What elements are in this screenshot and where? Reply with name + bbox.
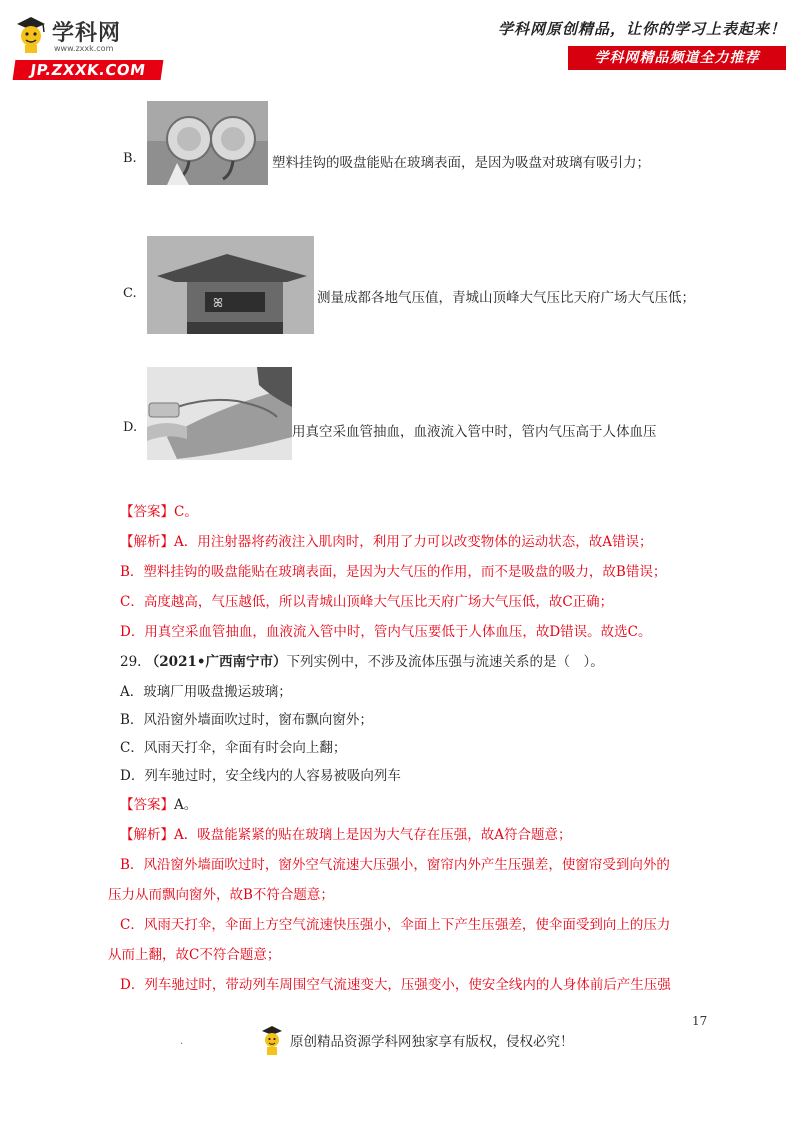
analysis-28-line-1 — [120, 530, 653, 550]
copyright-notice: 原创精品资源学科网独家享有版权，侵权必究！ — [290, 1034, 574, 1050]
logo-domain: www.zxxk.com — [54, 44, 114, 53]
analysis-29-line-2: B．风沿窗外墙面吹过时，窗外空气流速大压强小，窗帘内外产生压强差，使窗帘受到向外的 — [120, 857, 670, 873]
logo-text: 学科网 — [52, 21, 122, 46]
question-29-stem — [120, 650, 604, 670]
analysis-28-line-2: B．塑料挂钩的吸盘能贴在玻璃表面，是因为大气压的作用，而不是吸盘的吸力，故B错误； — [120, 564, 667, 580]
option-d-text: 用真空采血管抽血，血液流入管中时，管内气压高于人体血压 — [292, 424, 657, 440]
answer-29 — [120, 793, 197, 813]
analysis-28-line-4: D．用真空采血管抽血，血液流入管中时，管内气压要低于人体血压，故D错误。故选C。 — [120, 624, 652, 640]
mountain-pavilion-photo — [147, 236, 314, 334]
svg-text:ꕤ: ꕤ — [213, 296, 223, 310]
question-number: 29. — [120, 654, 142, 670]
option-d-letter: D. — [123, 420, 138, 435]
analysis-29-line-5: 从而上翻，故C不符合题意； — [108, 947, 281, 963]
choice-a: A．玻璃厂用吸盘搬运玻璃； — [120, 684, 292, 700]
analysis-29-line-1 — [120, 823, 572, 843]
mascot-icon — [260, 1024, 284, 1056]
site-logo[interactable] — [14, 12, 164, 79]
choice-c: C．风雨天打伞，伞面有时会向上翻； — [120, 740, 347, 756]
answer-28 — [120, 500, 198, 520]
analysis-28-line-3: C．高度越高，气压越低，所以青城山顶峰大气压比天府广场大气压低，故C正确； — [120, 594, 614, 610]
page-number: 17 — [692, 1014, 708, 1028]
analysis-29-line-6: D．列车驰过时，带动列车周围空气流速变大，压强变小，使安全线内的人身体前后产生压强 — [120, 977, 671, 993]
answer-value: C。 — [174, 504, 198, 520]
option-b-text: 塑料挂钩的吸盘能贴在玻璃表面，是因为吸盘对玻璃有吸引力； — [272, 155, 650, 171]
answer-label: 【答案】 — [120, 504, 174, 520]
option-c-text: 测量成都各地气压值，青城山顶峰大气压比天府广场大气压低； — [317, 290, 695, 306]
question-stem: 下列实例中，不涉及流体压强与流速关系的是（ ）。 — [286, 654, 604, 670]
choice-b: B．风沿窗外墙面吹过时，窗布飘向窗外； — [120, 712, 373, 728]
header-slogan: 学科网原创精品，让你的学习上表起来！ — [497, 20, 786, 38]
analysis-29-line-3: 压力从而飘向窗外，故B不符合题意； — [108, 887, 334, 903]
channel-banner[interactable]: 学科网精品频道全力推荐 — [568, 46, 786, 70]
question-source: （2021•广西南宁市） — [145, 654, 287, 670]
answer-value: A。 — [174, 797, 198, 813]
blood-draw-photo — [147, 367, 292, 460]
option-b-letter: B. — [123, 151, 137, 166]
analysis-text: A．用注射器将药液注入肌肉时，利用了力可以改变物体的运动状态，故A错误； — [174, 534, 653, 550]
analysis-label: 【解析】 — [120, 827, 174, 843]
choice-d: D．列车驰过时，安全线内的人容易被吸向列车 — [120, 768, 401, 784]
analysis-text: A．吸盘能紧紧的贴在玻璃上是因为大气存在压强，故A符合题意； — [174, 827, 572, 843]
footer-dot: . — [180, 1036, 184, 1047]
analysis-29-line-4: C．风雨天打伞，伞面上方空气流速快压强小，伞面上下产生压强差，使伞面受到向上的压力 — [120, 917, 671, 933]
answer-label: 【答案】 — [120, 797, 174, 813]
footer — [260, 1020, 574, 1060]
option-c-letter: C. — [123, 286, 137, 301]
suction-cup-hooks-photo — [147, 101, 268, 185]
mascot-icon — [14, 14, 48, 54]
analysis-label: 【解析】 — [120, 534, 174, 550]
logo-url-banner[interactable]: JP.ZXXK.COM — [13, 60, 164, 80]
